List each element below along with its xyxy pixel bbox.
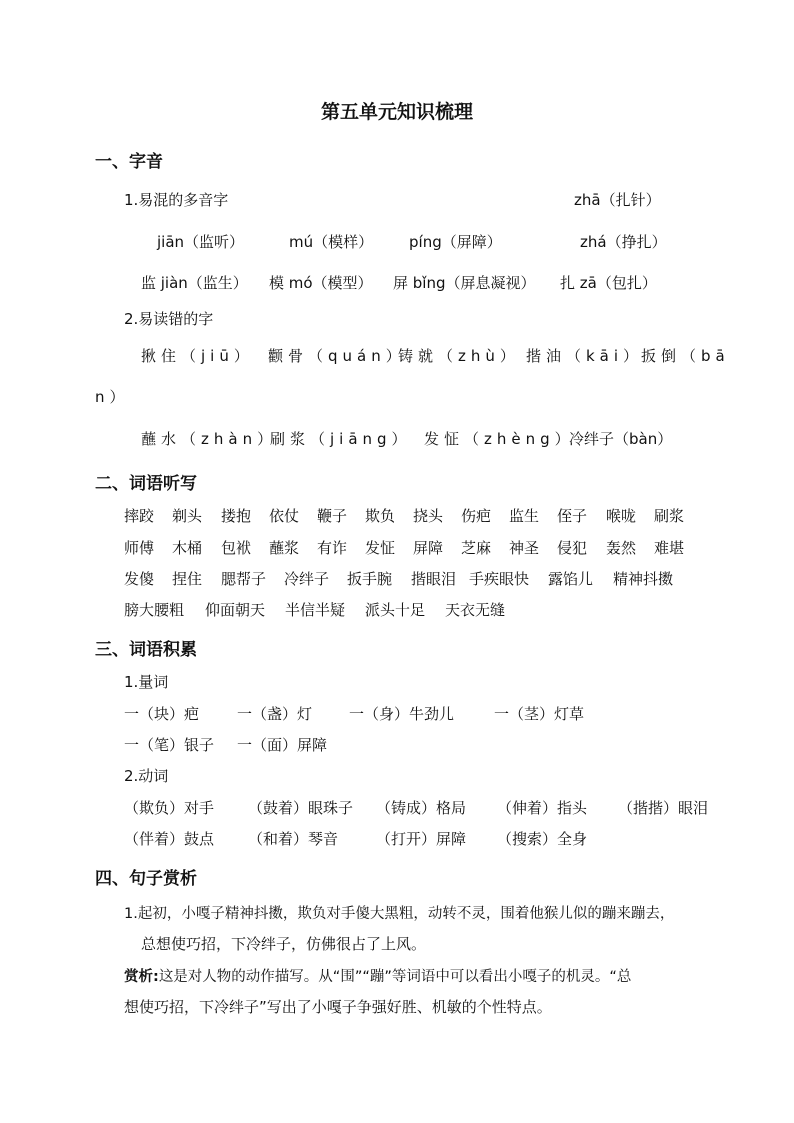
polyphone-entry: mú（模样） bbox=[289, 233, 374, 251]
dictation-word: 喉咙 bbox=[606, 507, 637, 525]
dictation-word: 蘸浆 bbox=[269, 539, 300, 557]
dictation-word: 轰然 bbox=[606, 539, 637, 557]
dictation-word: 刷浆 bbox=[654, 507, 685, 525]
analysis-text: 这是对人物的动作描写。从“围”“蹦”等词语中可以看出小嘎子的机灵。“总 bbox=[158, 969, 632, 985]
measure-word-entry: 一（身）牛劲儿 bbox=[349, 705, 455, 723]
dictation-word: 腮帮子 bbox=[221, 570, 267, 588]
verb-entry: （鼓着）眼珠子 bbox=[248, 799, 354, 817]
misread-entry: 铸就（zhù） bbox=[398, 347, 520, 365]
misread-entry: 揩油（kāi） bbox=[526, 347, 644, 365]
section-heading-sentence-analysis: 四、句子赏析 bbox=[95, 869, 197, 889]
subheading-misread: 2.易读错的字 bbox=[124, 310, 214, 328]
dictation-word: 师傅 bbox=[124, 539, 155, 557]
misread-entry: 发怔（zhèng） bbox=[424, 430, 575, 448]
dictation-word: 芝麻 bbox=[461, 539, 492, 557]
misread-entry-continuation: n） bbox=[95, 388, 130, 406]
dictation-word: 剃头 bbox=[172, 507, 203, 525]
misread-entry: 刷浆（jiāng） bbox=[270, 430, 412, 448]
verb-entry: （欺负）对手 bbox=[124, 799, 215, 817]
subheading-measure-words: 1.量词 bbox=[124, 673, 169, 691]
dictation-word: 鞭子 bbox=[317, 507, 348, 525]
section-heading-vocabulary: 三、词语积累 bbox=[95, 640, 197, 660]
dictation-word: 发傻 bbox=[124, 570, 155, 588]
dictation-word: 捏住 bbox=[172, 570, 203, 588]
verb-entry: （搜索）全身 bbox=[497, 830, 588, 848]
page-title: 第五单元知识梳理 bbox=[320, 101, 473, 123]
misread-entry: 揪住（jiū） bbox=[141, 347, 254, 365]
dictation-word: 精神抖擞 bbox=[613, 570, 674, 588]
misread-entry: 扳倒（bā bbox=[641, 347, 730, 365]
polyphone-entry: zhā（扎针） bbox=[574, 191, 661, 209]
dictation-word: 伤疤 bbox=[461, 507, 492, 525]
dictation-word: 仰面朝天 bbox=[205, 601, 266, 619]
dictation-word: 发怔 bbox=[365, 539, 396, 557]
dictation-word: 木桶 bbox=[172, 539, 203, 557]
dictation-word: 膀大腰粗 bbox=[124, 601, 185, 619]
misread-entry: 冷绊子（bàn） bbox=[569, 430, 673, 448]
polyphone-entry: 屏 bǐng（屏息凝视） bbox=[393, 274, 536, 292]
section-heading-dictation: 二、词语听写 bbox=[95, 474, 197, 494]
section-heading-pronunciation: 一、字音 bbox=[95, 152, 163, 172]
measure-word-entry: 一（面）屏障 bbox=[237, 736, 328, 754]
analysis-label: 赏析: bbox=[124, 969, 159, 985]
dictation-word: 摔跤 bbox=[124, 507, 155, 525]
dictation-word: 侄子 bbox=[557, 507, 588, 525]
dictation-word: 欺负 bbox=[365, 507, 396, 525]
misread-entry: 蘸水（zhàn） bbox=[141, 430, 278, 448]
dictation-word: 有诈 bbox=[317, 539, 348, 557]
dictation-word: 半信半疑 bbox=[285, 601, 346, 619]
dictation-word: 扳手腕 bbox=[347, 570, 393, 588]
polyphone-entry: zhá（挣扎） bbox=[580, 233, 667, 251]
measure-word-entry: 一（块）疤 bbox=[124, 705, 200, 723]
verb-entry: （伸着）指头 bbox=[497, 799, 588, 817]
verb-entry: （揩揩）眼泪 bbox=[618, 799, 709, 817]
polyphone-entry: 监 jiàn（监生） bbox=[141, 274, 248, 292]
measure-word-entry: 一（茎）灯草 bbox=[494, 705, 585, 723]
dictation-word: 挠头 bbox=[413, 507, 444, 525]
verb-entry: （打开）屏障 bbox=[376, 830, 467, 848]
polyphone-entry: píng（屏障） bbox=[409, 233, 502, 251]
verb-entry: （和着）琴音 bbox=[248, 830, 339, 848]
dictation-word: 搂抱 bbox=[221, 507, 252, 525]
sentence-text-line: 总想使巧招，下冷绊子，仿佛很占了上风。 bbox=[141, 935, 427, 953]
dictation-word: 神圣 bbox=[509, 539, 540, 557]
polyphone-entry: 扎 zā（包扎） bbox=[560, 274, 657, 292]
dictation-word: 派头十足 bbox=[365, 601, 426, 619]
measure-word-entry: 一（盏）灯 bbox=[237, 705, 313, 723]
polyphone-entry: jiān（监听） bbox=[157, 233, 245, 251]
dictation-word: 难堪 bbox=[654, 539, 685, 557]
dictation-word: 揩眼泪 bbox=[411, 570, 457, 588]
analysis-line: 想使巧招，下冷绊子”写出了小嘎子争强好胜、机敏的个性特点。 bbox=[124, 998, 552, 1016]
dictation-word: 包袱 bbox=[221, 539, 252, 557]
dictation-word: 侵犯 bbox=[557, 539, 588, 557]
sentence-text-line: 1.起初，小嘎子精神抖擞，欺负对手傻大黑粗，动转不灵，围着他猴儿似的蹦来蹦去， bbox=[124, 906, 675, 922]
dictation-word: 露馅儿 bbox=[548, 570, 594, 588]
verb-entry: （伴着）鼓点 bbox=[124, 830, 215, 848]
verb-entry: （铸成）格局 bbox=[376, 799, 467, 817]
dictation-word: 天衣无缝 bbox=[445, 601, 506, 619]
subheading-polyphonic: 1.易混的多音字 bbox=[124, 191, 229, 209]
dictation-word: 冷绊子 bbox=[284, 570, 330, 588]
dictation-word: 监生 bbox=[509, 507, 540, 525]
subheading-verbs: 2.动词 bbox=[124, 767, 169, 785]
dictation-word: 依仗 bbox=[269, 507, 300, 525]
measure-word-entry: 一（笔）银子 bbox=[124, 736, 215, 754]
misread-entry: 颧骨（quán） bbox=[268, 347, 406, 365]
dictation-word: 屏障 bbox=[413, 539, 444, 557]
dictation-word: 手疾眼快 bbox=[469, 570, 530, 588]
polyphone-entry: 模 mó（模型） bbox=[269, 274, 373, 292]
analysis-line bbox=[124, 965, 631, 986]
